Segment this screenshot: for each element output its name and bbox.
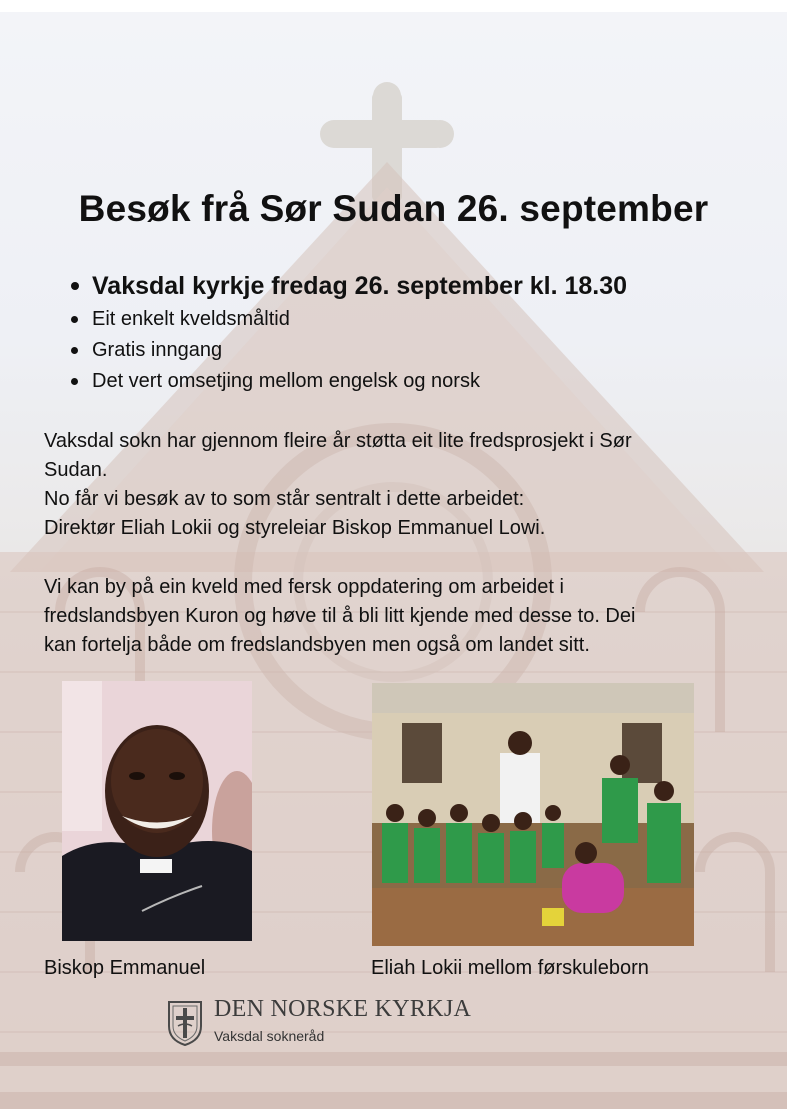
intro-paragraph <box>44 427 744 543</box>
organization-name: DEN NORSKE KYRKJA <box>214 996 472 1022</box>
intro-line: Vaksdal sokn har gjennom fleire år støtta eit lite fredsprosjekt i Sør <box>44 430 632 452</box>
details-line: kan fortelja både om fredslandsbyen men også om landet sitt. <box>44 634 590 656</box>
group-caption: Eliah Lokii mellom førskuleborn <box>371 957 649 979</box>
list-item-event-time: Vaksdal kyrkje fredag 26. september kl. 18.30 <box>92 268 752 304</box>
top-margin <box>0 0 787 12</box>
list-item-meal: Eit enkelt kveldsmåltid <box>92 304 752 335</box>
list-item-translation: Det vert omsetjing mellom engelsk og norsk <box>92 366 752 397</box>
details-line: Vi kan by på ein kveld med fersk oppdatering om arbeidet i <box>44 576 564 598</box>
list-item-entry: Gratis inngang <box>92 335 752 366</box>
bishop-photo <box>62 681 252 941</box>
intro-line: Sudan. <box>44 459 108 481</box>
bishop-portrait-illustration <box>62 681 252 941</box>
church-cross-emblem-icon <box>166 998 204 1046</box>
organization-subtitle: Vaksdal sokneråd <box>214 1028 325 1044</box>
children-group-photo <box>372 683 694 946</box>
details-line: fredslandsbyen Kuron og høve til å bli litt kjende med desse to. Dei <box>44 605 636 627</box>
intro-line: Direktør Eliah Lokii og styreleiar Biskop Emmanuel Lowi. <box>44 517 546 539</box>
church-logo <box>166 996 472 1048</box>
group-photo-illustration <box>372 683 694 946</box>
intro-line: No får vi besøk av to som står sentralt i dette arbeidet: <box>44 488 525 510</box>
bishop-caption: Biskop Emmanuel <box>44 957 206 979</box>
page-title: Besøk frå Sør Sudan 26. september <box>78 188 709 229</box>
event-details-list <box>92 268 752 397</box>
details-paragraph <box>44 573 744 660</box>
